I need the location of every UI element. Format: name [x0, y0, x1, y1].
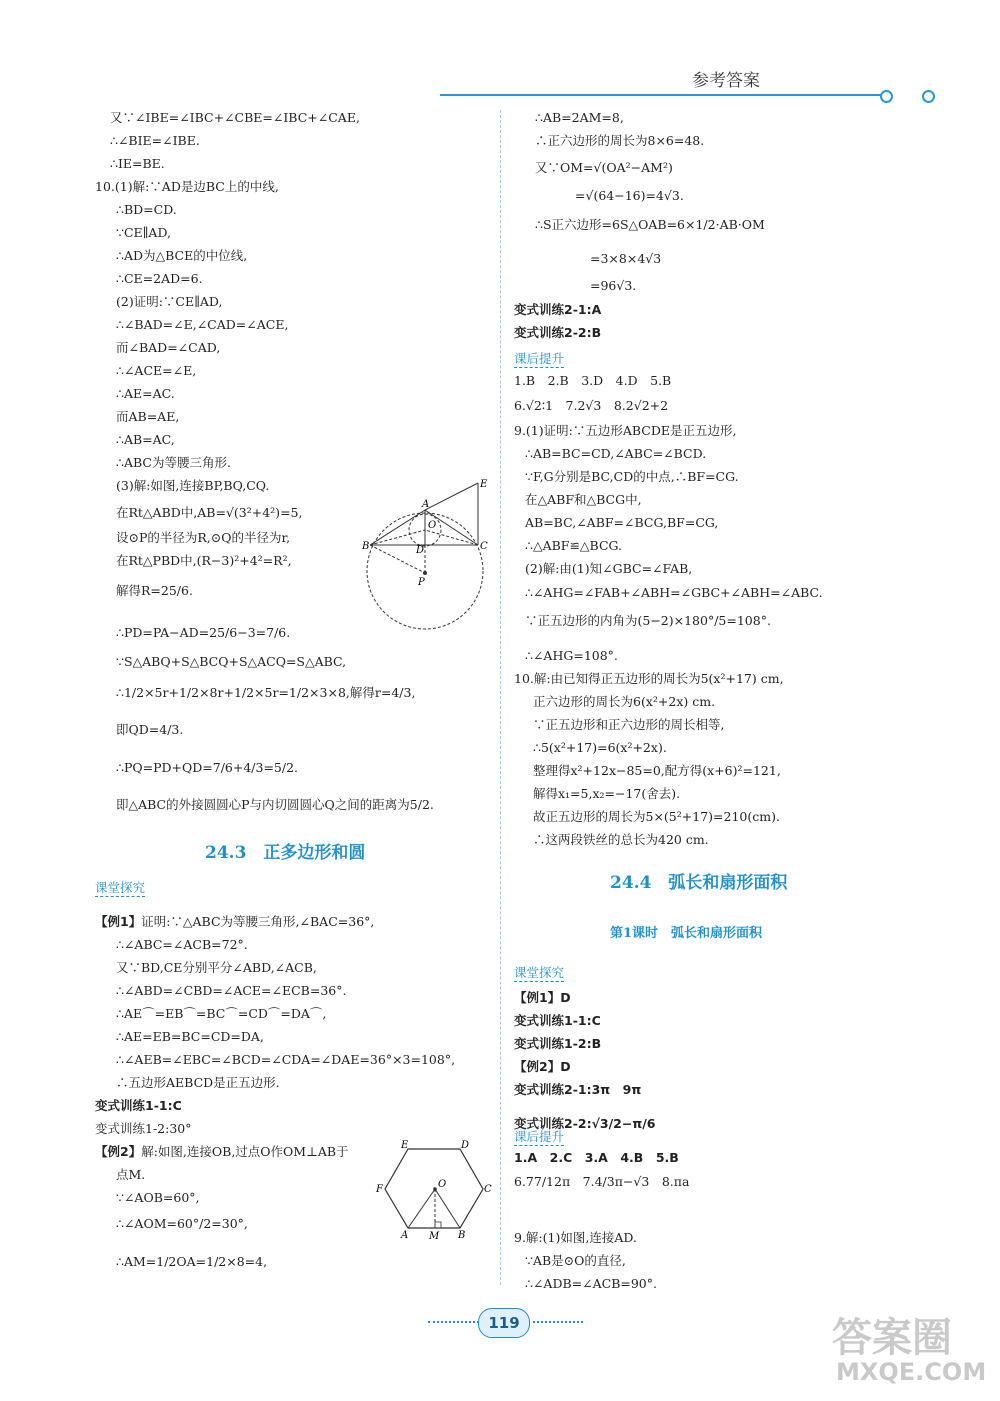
right-line: ∴∠ADB=∠ACB=90°.	[525, 1276, 657, 1291]
right-line: =96√3.	[590, 278, 637, 293]
lesson-subtitle: 第1课时 弧长和扇形面积	[610, 926, 763, 941]
right-line: ∴∠AHG=∠FAB+∠ABH=∠GBC+∠ABH=∠ABC.	[525, 585, 823, 600]
fig1-label-o: O	[428, 520, 437, 531]
left-line: 即△ABC的外接圆圆心P与内切圆圆心Q之间的距离为5/2.	[116, 797, 434, 812]
left-line: ∴∠BAD=∠E,∠CAD=∠ACE,	[116, 317, 289, 332]
bold-label: 【例2】	[95, 1144, 142, 1159]
left-line: ∴AE⌒=EB⌒=BC⌒=CD⌒=DA⌒,	[116, 1006, 327, 1021]
left-line: ∵∠AOB=60°,	[116, 1190, 200, 1205]
right-line: 整理得x²+12x−85=0,配方得(x+6)²=121,	[533, 763, 781, 778]
right-line: ∴S正六边形=6S△OAB=6×1/2·AB·OM	[535, 217, 765, 232]
left-line: (2)证明:∵CE∥AD,	[116, 294, 223, 309]
tag-classroom-inquiry-2: 课堂探究	[514, 965, 565, 980]
right-line: 解得x₁=5,x₂=−17(舍去).	[533, 786, 681, 801]
left-line: 在Rt△ABD中,AB=√(3²+4²)=5,	[116, 505, 303, 520]
left-line: ∴∠AOM=60°/2=30°,	[116, 1216, 248, 1231]
right-line: 故正五边形的周长为5×(5²+17)=210(cm).	[533, 809, 780, 824]
fig2-label-b: B	[458, 1230, 466, 1241]
left-line: 点M.	[116, 1167, 146, 1182]
left-line: 又∵BD,CE分别平分∠ABD,∠ACB,	[116, 960, 317, 975]
section-title-24-3: 24.3 正多边形和圆	[205, 843, 366, 863]
right-bold-line: 变式训练2-1:A	[514, 302, 602, 317]
right-line: ∵AB是⊙O的直径,	[525, 1253, 626, 1268]
fig1-label-b: B	[362, 541, 370, 552]
right-line: 9.解:(1)如图,连接AD.	[514, 1230, 637, 1245]
fig2-label-d: D	[461, 1140, 470, 1151]
right-bold-line: 【例2】D	[514, 1059, 571, 1074]
fig2-label-a: A	[401, 1230, 409, 1241]
watermark-logo-text: 答案圈	[832, 1315, 952, 1361]
left-line: ∵CE∥AD,	[116, 225, 171, 240]
right-line: =3×8×4√3	[590, 251, 662, 266]
left-line: ∵S△ABQ+S△BCQ+S△ACQ=S△ABC,	[116, 654, 347, 669]
fig2-label-e: E	[401, 1140, 409, 1151]
header-rule	[440, 94, 890, 96]
left-line: ∴∠ABD=∠CBD=∠ACE=∠ECB=36°.	[116, 983, 347, 998]
right-line: ∴△ABF≌△BCG.	[525, 538, 623, 553]
right-line: 1.B 2.B 3.D 4.D 5.B	[514, 373, 672, 388]
tag-after-class-2: 课后提升	[514, 1129, 565, 1144]
left-bold-line	[95, 1144, 349, 1160]
tag-classroom-inquiry: 课堂探究	[95, 880, 146, 895]
header-dot-1	[880, 90, 893, 103]
tag-after-class-1: 课后提升	[514, 351, 565, 366]
left-line: 即QD=4/3.	[116, 722, 184, 737]
right-bold-line: 1.A 2.C 3.A 4.B 5.B	[514, 1150, 679, 1165]
right-bold-line: 变式训练1-2:B	[514, 1036, 602, 1051]
column-divider	[500, 110, 501, 1285]
left-line: 而AB=AE,	[116, 409, 180, 424]
right-bold-line: 【例1】D	[514, 990, 571, 1005]
right-line: AB=BC,∠ABF=∠BCG,BF=CG,	[525, 515, 719, 530]
fig1-label-d: D	[416, 545, 425, 556]
right-line: 6.√2∶1 7.2√3 8.2√2+2	[514, 398, 669, 413]
left-line: 设⊙P的半径为R,⊙Q的半径为r,	[116, 530, 291, 545]
right-line: 10.解:由已知得正五边形的周长为5(x²+17) cm,	[514, 671, 784, 686]
fig1-label-p: P	[418, 577, 425, 588]
line-text: 解:如图,连接OB,过点O作OM⊥AB于	[141, 1144, 349, 1159]
bold-label: 变式训练1-1:C	[95, 1098, 182, 1113]
left-line: ∴AE=AC.	[116, 386, 175, 401]
fig1-label-a: A	[422, 499, 430, 510]
left-line: ∴PQ=PD+QD=7/6+4/3=5/2.	[116, 760, 299, 775]
fig2-label-c: C	[484, 1184, 492, 1195]
left-line: ∴∠BIE=∠IBE.	[110, 133, 200, 148]
figure-circle-triangle	[360, 475, 495, 650]
fig1-label-c: C	[480, 541, 488, 552]
right-line: ∵正五边形和正六边形的周长相等,	[533, 717, 725, 732]
right-bold-line: 变式训练2-2:√3/2−π/6	[514, 1116, 656, 1131]
figure-hexagon	[375, 1138, 495, 1243]
fig2-label-m: M	[429, 1231, 440, 1242]
right-line: 6.77/12π 7.4/3π−√3 8.πa	[514, 1174, 690, 1189]
left-line: (3)解:如图,连接BP,BQ,CQ.	[116, 478, 270, 493]
right-bold-line: 变式训练2-2:B	[514, 325, 602, 340]
left-line: ∴AM=1/2OA=1/2×8=4,	[116, 1254, 268, 1269]
right-line: 又∵OM=√(OA²−AM²)	[535, 160, 673, 175]
right-bold-line: 变式训练1-1:C	[514, 1013, 601, 1028]
left-line: ∴IE=BE.	[110, 156, 165, 171]
left-line: 变式训练1-2:30°	[95, 1121, 192, 1136]
right-line: ∴AB=2AM=8,	[535, 110, 624, 125]
left-line: ∴AD为△BCE的中位线,	[116, 248, 248, 263]
left-line: ∴BD=CD.	[116, 202, 177, 217]
line-text: 证明:∵△ABC为等腰三角形,∠BAC=36°,	[141, 914, 375, 929]
page-number-badge	[428, 1308, 578, 1336]
right-line: ∴5(x²+17)=6(x²+2x).	[533, 740, 667, 755]
left-line: ∴ABC为等腰三角形.	[116, 455, 231, 470]
right-line: ∴∠AHG=108°.	[525, 648, 618, 663]
right-line: ∴正六边形的周长为8×6=48.	[535, 133, 705, 148]
left-bold-line	[95, 914, 374, 930]
right-line: ∵F,G分别是BC,CD的中点,∴BF=CG.	[525, 469, 739, 484]
right-line: =√(64−16)=4√3.	[575, 188, 684, 203]
right-line: (2)解:由(1)知∠GBC=∠FAB,	[525, 561, 693, 576]
right-line: ∵正五边形的内角为(5−2)×180°/5=108°.	[525, 613, 771, 628]
left-line: ∴PD=PA−AD=25/6−3=7/6.	[116, 625, 291, 640]
left-line: ∴五边形AEBCD是正五边形.	[116, 1075, 280, 1090]
right-line: ∴这两段铁丝的总长为420 cm.	[533, 832, 709, 847]
right-bold-line: 变式训练2-1:3π 9π	[514, 1082, 642, 1097]
header-title: 参考答案	[692, 71, 760, 91]
right-line: ∴AB=BC=CD,∠ABC=∠BCD.	[525, 446, 707, 461]
left-line: 在Rt△PBD中,(R−3)²+4²=R²,	[116, 553, 292, 568]
left-line: ∴∠ACE=∠E,	[116, 363, 197, 378]
left-line: 10.(1)解:∵AD是边BC上的中线,	[95, 179, 279, 194]
bold-label: 【例1】	[95, 914, 142, 929]
left-line: ∴∠AEB=∠EBC=∠BCD=∠CDA=∠DAE=36°×3=108°,	[116, 1052, 456, 1067]
fig2-label-o: O	[438, 1179, 447, 1190]
page-number: 119	[478, 1308, 530, 1338]
right-line: 9.(1)证明:∵五边形ABCDE是正五边形,	[514, 423, 737, 438]
header-dot-2	[922, 90, 935, 103]
left-line: 而∠BAD=∠CAD,	[116, 340, 221, 355]
left-line: ∴CE=2AD=6.	[116, 271, 203, 286]
left-line: 解得R=25/6.	[116, 583, 193, 598]
right-line: 在△ABF和△BCG中,	[525, 492, 642, 507]
section-title-24-4: 24.4 弧长和扇形面积	[610, 873, 788, 893]
fig1-label-e: E	[480, 479, 488, 490]
left-line: ∴1/2×5r+1/2×8r+1/2×5r=1/2×3×8,解得r=4/3,	[116, 685, 416, 700]
left-line: ∴AE=EB=BC=CD=DA,	[116, 1029, 264, 1044]
left-line: ∴∠ABC=∠ACB=72°.	[116, 937, 248, 952]
watermark-url: MXQE.COM	[836, 1358, 987, 1386]
right-line: 正六边形的周长为6(x²+2x) cm.	[533, 694, 716, 709]
left-bold-line	[95, 1098, 182, 1114]
left-line: ∴AB=AC,	[116, 432, 175, 447]
fig2-label-f: F	[376, 1184, 383, 1195]
left-line: 又∵∠IBE=∠IBC+∠CBE=∠IBC+∠CAE,	[110, 110, 360, 125]
